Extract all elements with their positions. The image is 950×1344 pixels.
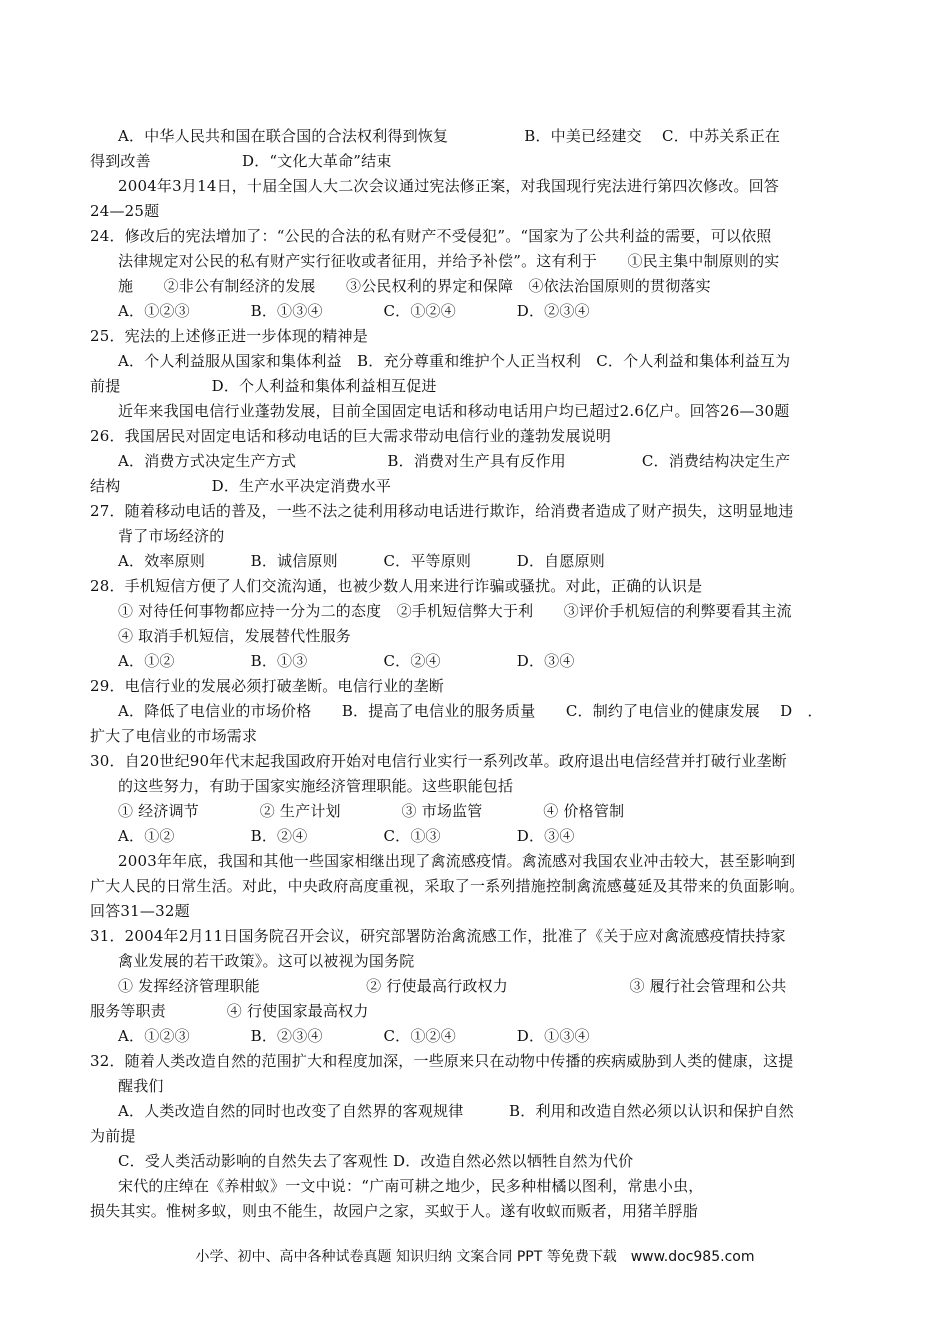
page-footer: 小学、初中、高中各种试卷真题 知识归纳 文案合同 PPT 等免费下载 www.doc985.com <box>195 1249 755 1265</box>
text-line: 醒我们 <box>118 1077 164 1095</box>
text-line: 得到改善 D．“文化大革命”结束 <box>90 152 392 170</box>
answer-options: A．消费方式决定生产方式 B．消费对生产具有反作用 C．消费结构决定生产 <box>118 452 791 470</box>
text-line: 服务等职责 ④ 行使国家最高权力 <box>90 1002 369 1020</box>
text-line: 2004年3月14日，十届全国人大二次会议通过宪法修正案，对我国现行宪法进行第四次修改。回答 <box>118 177 780 195</box>
text-line: ① 经济调节 ② 生产计划 ③ 市场监管 ④ 价格管制 <box>118 802 625 820</box>
answer-options: A．①②③ B．①③④ C．①②④ D．②③④ <box>118 302 590 320</box>
text-line: 2003年年底，我国和其他一些国家相继出现了禽流感疫情。禽流感对我国农业冲击较大，甚至影响到 <box>118 852 796 870</box>
text-line: 前提 D．个人利益和集体利益相互促进 <box>90 377 437 395</box>
question-27: 27．随着移动电话的普及，一些不法之徒利用移动电话进行欺诈，给消费者造成了财产损失，这明显地违 <box>90 502 794 520</box>
question-25: 25．宪法的上述修正进一步体现的精神是 <box>90 327 368 345</box>
text-line: 广大人民的日常生活。对此，中央政府高度重视，采取了一系列措施控制禽流感蔓延及其带来的负面影响。 <box>90 877 805 895</box>
answer-options: A．①② B．①③ C．②④ D．③④ <box>118 652 575 670</box>
text-line: 24—25题 <box>90 202 160 220</box>
text-line: ④ 取消手机短信，发展替代性服务 <box>118 627 351 645</box>
text-line: 宋代的庄绰在《养柑蚁》一文中说：“广南可耕之地少，民多种柑橘以图利，常患小虫， <box>118 1177 704 1195</box>
text-line: 的这些努力，有助于国家实施经济管理职能。这些职能包括 <box>118 777 514 795</box>
question-29: 29．电信行业的发展必须打破垄断。电信行业的垄断 <box>90 677 444 695</box>
question-24: 24．修改后的宪法增加了：“公民的合法的私有财产不受侵犯”。“国家为了公共利益的需要，可以依照 <box>90 227 772 245</box>
answer-options: A．效率原则 B．诚信原则 C．平等原则 D．自愿原则 <box>118 552 605 570</box>
text-line: 背了市场经济的 <box>118 527 225 545</box>
text-line: 法律规定对公民的私有财产实行征收或者征用，并给予补偿”。这有利于 ①民主集中制原则的实 <box>118 252 780 270</box>
text-line: 扩大了电信业的市场需求 <box>90 727 258 745</box>
text-line: ① 对待任何事物都应持一分为二的态度 ②手机短信弊大于利 ③评价手机短信的利弊要看其主流 <box>118 602 792 620</box>
answer-options: C．受人类活动影响的自然失去了客观性 D．改造自然必然以牺牲自然为代价 <box>118 1152 634 1170</box>
text-line: A．中华人民共和国在联合国的合法权利得到恢复 B．中美已经建交 C．中苏关系正在 <box>118 127 781 145</box>
answer-options: A．个人利益服从国家和集体利益 B．充分尊重和维护个人正当权利 C．个人利益和集体利益互为 <box>118 352 791 370</box>
text-line: 损失其实。惟树多蚁，则虫不能生，故园户之家，买蚁于人。遂有收蚁而贩者，用猪羊脬脂 <box>90 1202 699 1220</box>
text-line: 结构 D．生产水平决定消费水平 <box>90 477 392 495</box>
question-31: 31．2004年2月11日国务院召开会议，研究部署防治禽流感工作，批准了《关于应对禽流感疫情扶持家 <box>90 927 786 945</box>
question-32: 32．随着人类改造自然的范围扩大和程度加深，一些原来只在动物中传播的疾病威胁到人类的健康，这提 <box>90 1052 794 1070</box>
question-26: 26．我国居民对固定电话和移动电话的巨大需求带动电信行业的蓬勃发展说明 <box>90 427 612 445</box>
text-line: 近年来我国电信行业蓬勃发展，目前全国固定电话和移动电话用户均已超过2.6亿户。回答26—30题 <box>118 402 790 420</box>
text-line: 回答31—32题 <box>90 902 190 920</box>
question-30: 30．自20世纪90年代末起我国政府开始对电信行业实行一系列改革。政府退出电信经营并打破行业垄断 <box>90 752 787 770</box>
answer-options: A．①②③ B．②③④ C．①②④ D．①③④ <box>118 1027 590 1045</box>
answer-options: A．降低了电信业的市场价格 B．提高了电信业的服务质量 C．制约了电信业的健康发展 D ． <box>118 702 823 720</box>
text-line: 为前提 <box>90 1127 136 1145</box>
answer-options: A．人类改造自然的同时也改变了自然界的客观规律 B．利用和改造自然必须以认识和保护自然 <box>118 1102 794 1120</box>
text-line: 施 ②非公有制经济的发展 ③公民权利的界定和保障 ④依法治国原则的贯彻落实 <box>118 277 711 295</box>
question-28: 28．手机短信方便了人们交流沟通，也被少数人用来进行诈骗或骚扰。对此，正确的认识是 <box>90 577 703 595</box>
text-line: 禽业发展的若干政策》。这可以被视为国务院 <box>118 952 415 970</box>
text-line: ① 发挥经济管理职能 ② 行使最高行政权力 ③ 履行社会管理和公共 <box>118 977 787 995</box>
answer-options: A．①② B．②④ C．①③ D．③④ <box>118 827 575 845</box>
